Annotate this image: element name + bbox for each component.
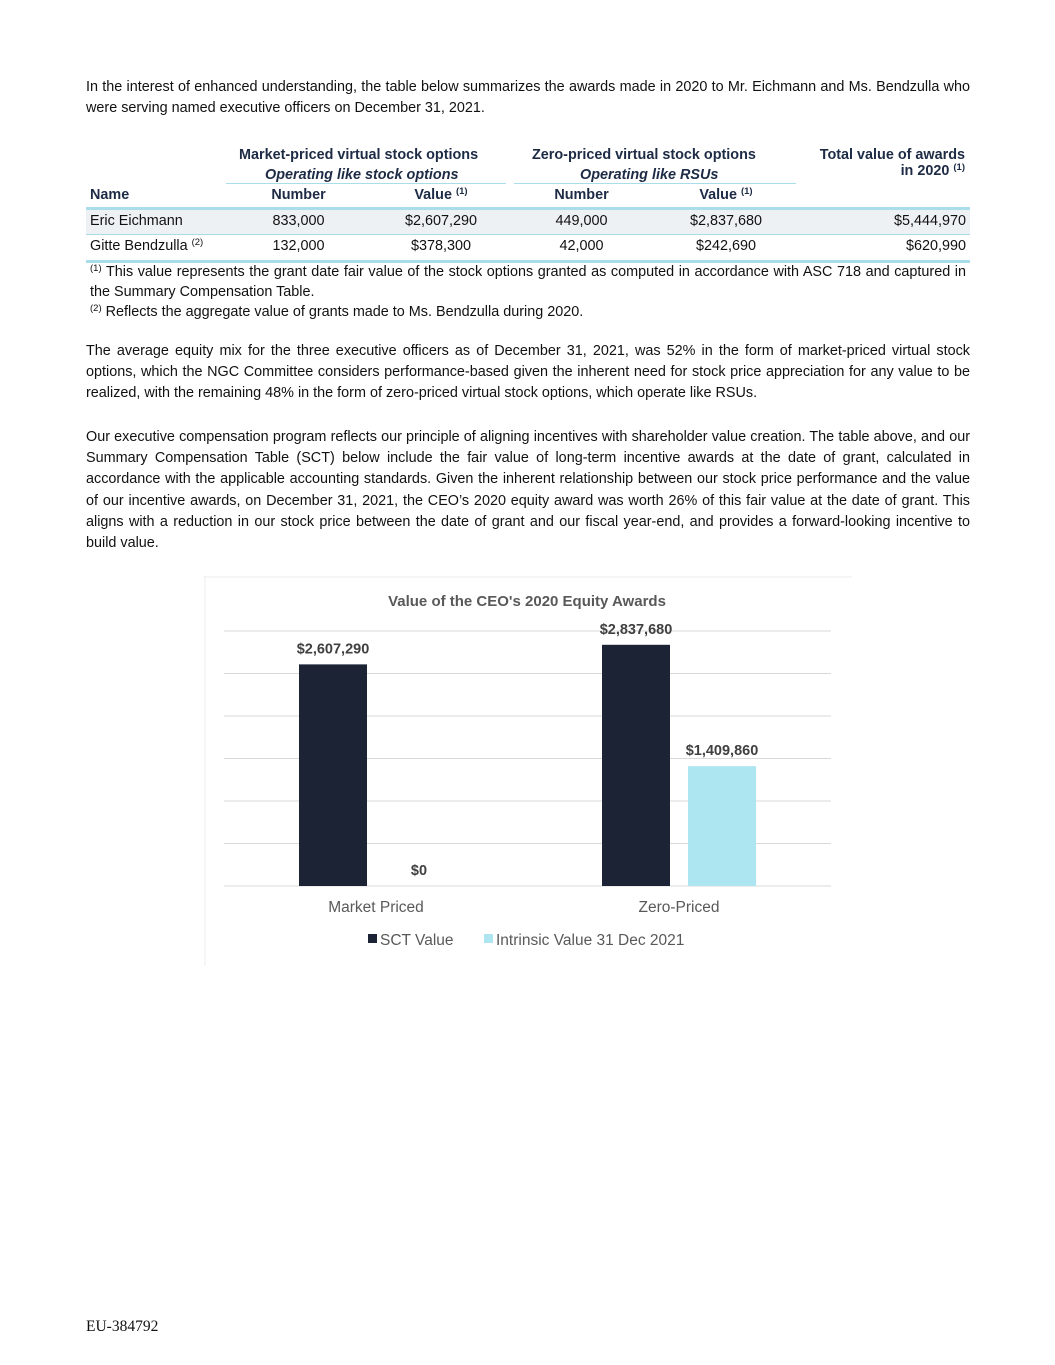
legend-swatch-1 xyxy=(484,934,493,943)
row-mp-value: $378,300 xyxy=(410,238,472,254)
bar-data-label: $0 xyxy=(410,863,428,879)
col-zp-value-label: Value xyxy=(699,187,737,203)
x-tick-label: Market Priced xyxy=(328,899,424,916)
table-row xyxy=(86,235,970,259)
row-mp-number: 833,000 xyxy=(272,213,325,229)
row-total: $620,990 xyxy=(905,238,966,254)
row-zp-number: 449,000 xyxy=(555,213,608,229)
bar-data-label: $1,409,860 xyxy=(685,743,759,760)
row-zp-number: 42,000 xyxy=(559,238,604,254)
row-name: Eric Eichmann xyxy=(90,213,183,229)
total-title-footnote: (1) xyxy=(953,162,965,173)
document-id: EU-384792 xyxy=(86,1318,159,1335)
footnote-1-mark: (1) xyxy=(90,263,102,274)
footnote-2-mark: (2) xyxy=(90,303,102,314)
legend-label-1: Intrinsic Value 31 Dec 2021 xyxy=(496,932,685,949)
col-name: Name xyxy=(90,187,130,203)
total-title-line1: Total value of awards xyxy=(819,147,965,163)
group1-underline xyxy=(226,183,506,184)
total-title xyxy=(765,147,965,179)
footnote-2 xyxy=(90,302,966,322)
table-row xyxy=(86,210,970,234)
col-mp-value xyxy=(376,187,506,203)
col-zp-value xyxy=(661,187,791,203)
footnote-2-text: Reflects the aggregate value of grants made to Ms. Bendzulla during 2020. xyxy=(105,304,584,320)
col-zp-value-footnote: (1) xyxy=(740,186,753,197)
row-total: $5,444,970 xyxy=(893,213,966,229)
legend-label-0: SCT Value xyxy=(380,932,454,949)
row-zp-value: $2,837,680 xyxy=(689,213,763,229)
col-mp-value-label: Value xyxy=(414,187,452,203)
bar-data-label: $2,607,290 xyxy=(296,641,370,658)
chart-title: Value of the CEO's 2020 Equity Awards xyxy=(388,593,666,610)
total-title-line2: in 2020 xyxy=(900,163,950,179)
x-tick-label: Zero-Priced xyxy=(638,899,720,916)
bar-sct-1 xyxy=(602,645,670,886)
group2-subtitle: Operating like RSUs xyxy=(580,167,719,183)
col-zp-number: Number xyxy=(554,187,609,203)
bar-sct-0 xyxy=(299,664,367,886)
group2-title: Zero-priced virtual stock options xyxy=(532,147,756,163)
group1-subtitle: Operating like stock options xyxy=(265,167,459,183)
intro-paragraph: In the interest of enhanced understanding, the table below summarizes the awards made in 2020 to Mr. Eichmann and Ms. Bendzulla who were serving named executive officers on December 31, 2021. xyxy=(86,79,970,117)
legend-swatch-0 xyxy=(368,934,377,943)
row-zp-value: $242,690 xyxy=(695,238,757,254)
row-mp-number: 132,000 xyxy=(272,238,325,254)
group1-title: Market-priced virtual stock options xyxy=(239,147,479,163)
compensation-program-paragraph: Our executive compensation program reflects our principle of aligning incentives with shareholder value creation. The table above, and our Summary Compensation Table (SCT) below include the fair value of long-term incentive awards at the date of grant, calculated in accordance with the applicable accounting standards. Given the inherent relationship between our stock price performance and the value of our incentive awards, on December 31, 2021, the CEO’s 2020 equity award was worth 26% of this fair value at the date of grant. This aligns with a reduction in our stock price between the date of grant and our fiscal year-end, and provides a forward-looking incentive to build value. xyxy=(86,429,970,552)
row-name-footnote: (2) xyxy=(191,237,204,248)
col-mp-value-footnote: (1) xyxy=(455,186,468,197)
group2-underline xyxy=(514,183,796,184)
col-mp-number: Number xyxy=(271,187,326,203)
row-name-text: Gitte Bendzulla xyxy=(90,238,188,254)
bar-data-label: $2,837,680 xyxy=(599,621,673,638)
equity-mix-paragraph: The average equity mix for the three executive officers as of December 31, 2021, was 52% in the form of market-priced virtual stock options, which the NGC Committee considers performance-based given the inherent need for stock price appreciation for any value to be realized, with the remaining 48% in the form of zero-priced virtual stock options, which operate like RSUs. xyxy=(86,343,970,402)
bar-intrinsic-1 xyxy=(688,766,756,886)
ceo-equity-chart xyxy=(204,576,852,966)
footnote-1 xyxy=(90,262,966,302)
row-mp-value: $2,607,290 xyxy=(404,213,478,229)
row-name xyxy=(90,238,203,254)
footnote-1-text: This value represents the grant date fair value of the stock options granted as computed in accordance with ASC 718 and captured in the Summary Compensation Table. xyxy=(90,264,966,300)
